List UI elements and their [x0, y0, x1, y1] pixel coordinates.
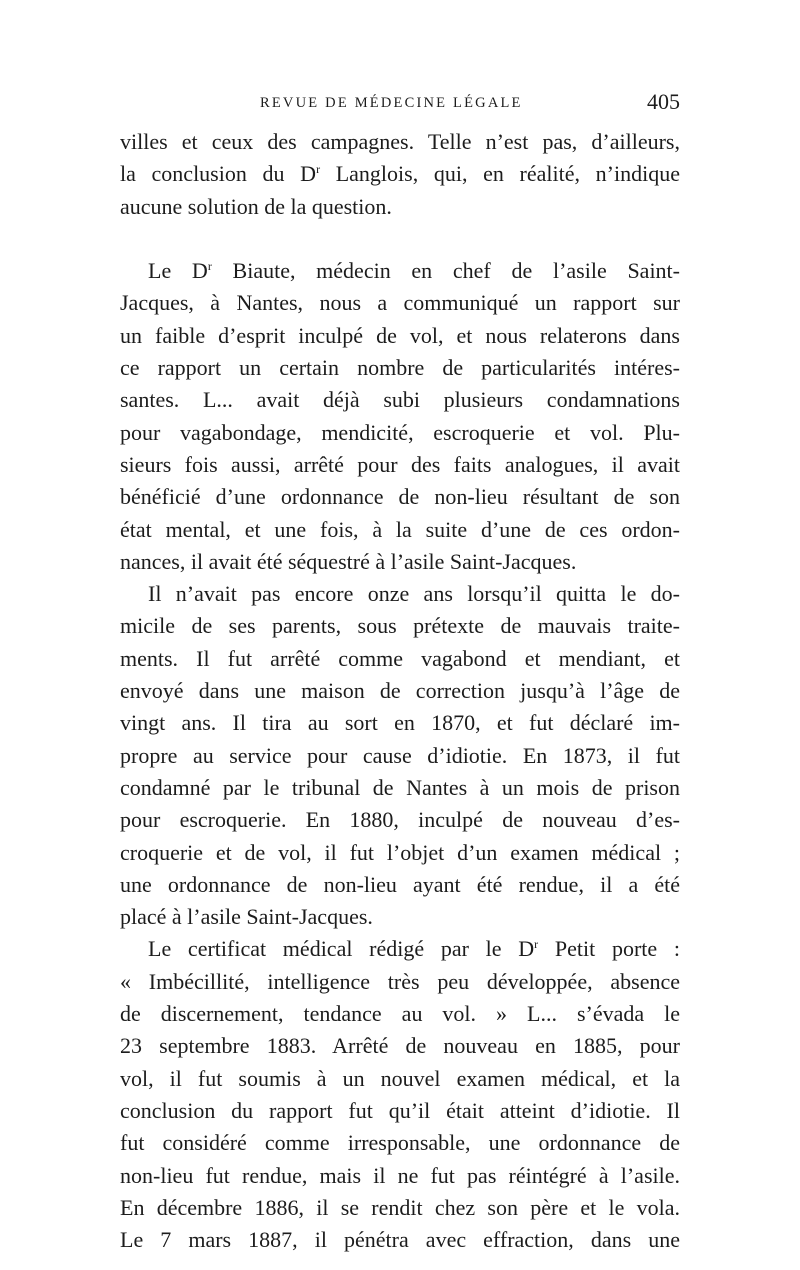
text-line: placé à l’asile Saint-Jacques.	[120, 904, 373, 930]
text-line: nances, il avait été séquestré à l’asile Saint-Jacques.	[120, 548, 577, 574]
text-line: un faible d’esprit inculpé de vol, et nous relaterons dans	[120, 322, 680, 348]
text-line: ce rapport un certain nombre de particularités intéres-	[120, 355, 680, 381]
text-line: En décembre 1886, il se rendit chez son père et le vola.	[120, 1194, 680, 1220]
text-line: bénéficié d’une ordonnance de non-lieu résultant de son	[120, 484, 680, 510]
text-line: aucune solution de la question.	[120, 193, 392, 219]
text-span: la conclusion du D	[120, 161, 317, 187]
text-line: une ordonnance de non-lieu ayant été rendue, il a été	[120, 871, 680, 897]
page-number: 405	[647, 89, 680, 114]
text-line: Le 7 mars 1887, il pénétra avec effraction, dans une	[120, 1227, 680, 1253]
text-span: Le certificat médical rédigé par le D	[148, 936, 535, 962]
text-line: Jacques, à Nantes, nous a communiqué un rapport sur	[120, 290, 680, 316]
superscript: r	[207, 259, 212, 274]
text-line	[120, 158, 680, 190]
text-line: vol, il fut soumis à un nouvel examen médical, et la	[120, 1065, 680, 1091]
text-line	[120, 255, 680, 287]
text-span: Petit porte :	[538, 936, 680, 962]
text-line: Il n’avait pas encore onze ans lorsqu’il quitta le do-	[148, 581, 680, 607]
text-line: état mental, et une fois, à la suite d’une de ces ordon-	[120, 516, 680, 542]
text-line: micile de ses parents, sous prétexte de mauvais traite-	[120, 613, 680, 639]
text-line: santes. L... avait déjà subi plusieurs condamnations	[120, 387, 680, 413]
text-line: villes et ceux des campagnes. Telle n’est pas, d’ailleurs,	[120, 129, 680, 154]
text-line: pour escroquerie. En 1880, inculpé de nouveau d’es-	[120, 807, 680, 833]
running-head	[120, 89, 680, 122]
text-line: conclusion du rapport fut qu’il était atteint d’idiotie. Il	[120, 1097, 680, 1123]
text-line: non-lieu fut rendue, mais il ne fut pas réintégré à l’asile.	[120, 1162, 680, 1188]
paragraph-2	[120, 255, 680, 578]
text-line: « Imbécillité, intelligence très peu développée, absence	[120, 968, 680, 994]
text-line: condamné par le tribunal de Nantes à un mois de prison	[120, 774, 680, 800]
text-line: fut considéré comme irresponsable, une ordonnance de	[120, 1130, 680, 1156]
text-line: propre au service pour cause d’idiotie. En 1873, il fut	[120, 742, 680, 768]
paragraph-gap	[120, 223, 680, 255]
text-line: croquerie et de vol, il fut l’objet d’un examen médical ;	[120, 839, 680, 865]
text-line: 23 septembre 1883. Arrêté de nouveau en 1885, pour	[120, 1033, 680, 1059]
text-line: pour vagabondage, mendicité, escroquerie et vol. Plu-	[120, 419, 680, 445]
body-text	[120, 126, 680, 1256]
text-line: sieurs fois aussi, arrêté pour des faits analogues, il avait	[120, 451, 680, 477]
text-line: envoyé dans une maison de correction jusqu’à l’âge de	[120, 678, 680, 704]
paragraph-1	[120, 126, 680, 223]
text-span: Biaute, médecin en chef de l’asile Saint-	[211, 258, 680, 284]
text-line	[120, 933, 680, 965]
running-title: REVUE DE MÉDECINE LÉGALE	[260, 95, 523, 111]
text-line: de discernement, tendance au vol. » L... s’évada le	[120, 1001, 680, 1027]
superscript: r	[534, 937, 539, 952]
text-line: vingt ans. Il tira au sort en 1870, et fut déclaré im-	[120, 710, 680, 736]
superscript: r	[316, 162, 321, 177]
text-line: ments. Il fut arrêté comme vagabond et mendiant, et	[120, 645, 680, 671]
text-span: Le D	[148, 258, 208, 284]
text-span: Langlois, qui, en réalité, n’indique	[320, 161, 680, 187]
paragraph-3	[120, 578, 680, 933]
paragraph-4	[120, 933, 680, 1256]
